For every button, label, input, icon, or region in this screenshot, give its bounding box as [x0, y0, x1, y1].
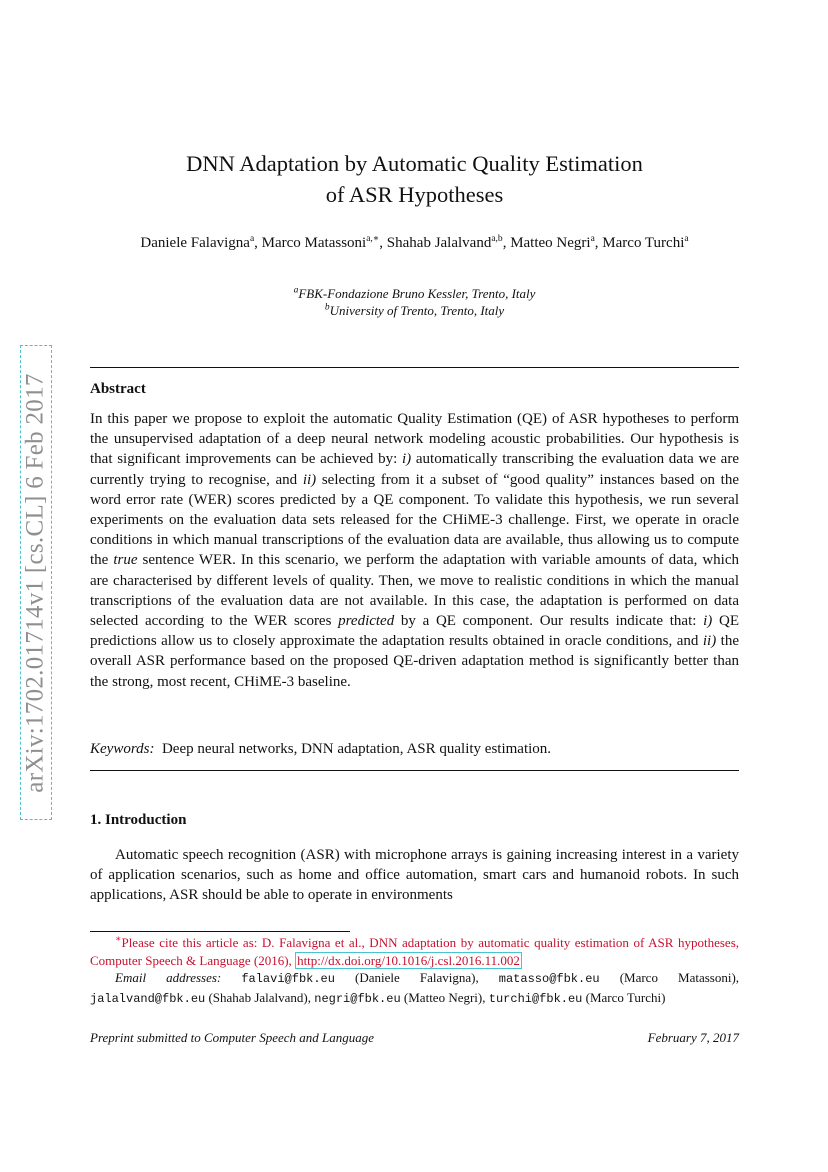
author-sup: a,b — [491, 234, 503, 244]
arxiv-stamp-text: arXiv:1702.01714v1 [cs.CL] 6 Feb 2017 — [22, 372, 50, 793]
author-name: Daniele Falavigna — [140, 235, 250, 251]
affiliation: $^b$University of Trento, Trento, Italy — [324, 302, 505, 318]
introduction-paragraph: Automatic speech recognition (ASR) with microphone arrays is gaining increasing interest in a variety of application scenarios, such as home and office automation, smart cars and humanoid robots. In such applications, ASR should be able to operate in environments — [90, 847, 739, 904]
footnote-mark: ∗ — [115, 934, 122, 945]
author-list: Daniele Falavigna$^a$, Marco Matassoni$^{a,∗}$, Shahab Jalalvand$^{a,b}$, Matteo Negri$^a$, Marco Turchi$^a$ — [140, 234, 689, 251]
title-line-1: DNN Adaptation by Automatic Quality Estimation — [186, 151, 643, 176]
email-link[interactable]: matasso@fbk.eu — [498, 972, 600, 986]
footer-date: February 7, 2017 — [647, 1030, 739, 1045]
author-name: Matteo Negri — [510, 235, 591, 251]
email-link[interactable]: negri@fbk.eu — [314, 991, 401, 1006]
email-label: Email addresses: — [115, 970, 222, 985]
page-footer — [90, 1030, 739, 1046]
author-sup: a,∗ — [366, 234, 380, 244]
email-link[interactable]: turchi@fbk.eu — [488, 991, 583, 1006]
author-name: Shahab Jalalvand — [386, 235, 492, 251]
footer-left: Preprint submitted to Computer Speech and Language — [90, 1030, 375, 1045]
author-sup: a — [684, 234, 689, 244]
arxiv-stamp — [20, 345, 52, 820]
email-link[interactable]: falavi@fbk.eu — [241, 972, 335, 986]
author-sup: a — [590, 234, 595, 244]
affiliation: $^a$FBK-Fondazione Bruno Kessler, Trento, Italy — [293, 285, 536, 301]
doi-link[interactable]: http://dx.doi.org/10.1016/j.csl.2016.11.002 — [297, 952, 520, 968]
email-link[interactable]: jalalvand@fbk.eu — [90, 991, 206, 1006]
top-rule — [90, 367, 739, 368]
bottom-rule — [90, 770, 739, 771]
citation-text: Please cite this article as: D. Falavigna et al., DNN adaptation by automatic quality estimation of ASR hypotheses, Computer Speech & Language (2016), — [90, 935, 739, 968]
author-name: Marco Turchi — [602, 235, 685, 251]
abstract-body: In this paper we propose to exploit the automatic Quality Estimation (QE) of ASR hypotheses to perform the unsupervised adaptation of a deep neural network modeling acoustic probabilities. Our hypothesis is that significant improvements can be achieved by: i) automatically transcribing the evaluation data we are currently trying to recognise, and ii) selecting from it a subset of “good quality” instances based on the word error rate (WER) scores predicted by a QE component. To validate this hypothesis, we run several experiments on the evaluation data sets released for the CHiME-3 challenge. First, we operate in oracle conditions in which manual transcriptions of the evaluation data are available, thus allowing us to compute the true sentence WER. In this scenario, we perform the adaptation with variable amounts of data, which are characterised by different levels of quality. Then, we move to realistic conditions in which the manual transcriptions of the evaluation data are not available. In this case, the adaptation is performed on data selected according to the WER scores predicted by a QE component. Our results indicate that: i) QE predictions allow us to closely approximate the adaptation results obtained in oracle conditions, and ii) the overall ASR performance based on the proposed QE-driven adaptation method is significantly better than the strong, most recent, CHiME-3 baseline. — [90, 411, 740, 690]
author-name: Marco Matassoni — [261, 235, 367, 251]
title-line-2: of ASR Hypotheses — [325, 182, 504, 207]
section-heading: 1. Introduction — [90, 812, 187, 828]
keywords-label: Keywords: — [90, 741, 155, 757]
author-sup: a — [249, 234, 255, 244]
paper-title — [90, 148, 739, 210]
abstract-heading: Abstract — [90, 381, 146, 397]
footnote: ∗Please cite this article as: D. Falavigna et al., DNN adaptation by automatic quality estimation of ASR hypotheses, Computer Speech & Language (2016), http://dx.doi.org/10.1016/j.csl.2016.11.002 Email addresses: falavi@fbk.eu (Daniele Falavigna), matasso@fbk.eu (Marco Matassoni), jalalvand@fbk.eu (Shahab Jalalvand), negri@fbk.eu (Matteo Negri), turchi@fbk.eu (Marco Turchi) — [90, 934, 740, 1006]
footnote-rule — [90, 931, 350, 932]
affiliations — [90, 285, 739, 319]
keywords-text: Deep neural networks, DNN adaptation, ASR quality estimation. — [161, 741, 552, 757]
keywords — [90, 739, 739, 759]
